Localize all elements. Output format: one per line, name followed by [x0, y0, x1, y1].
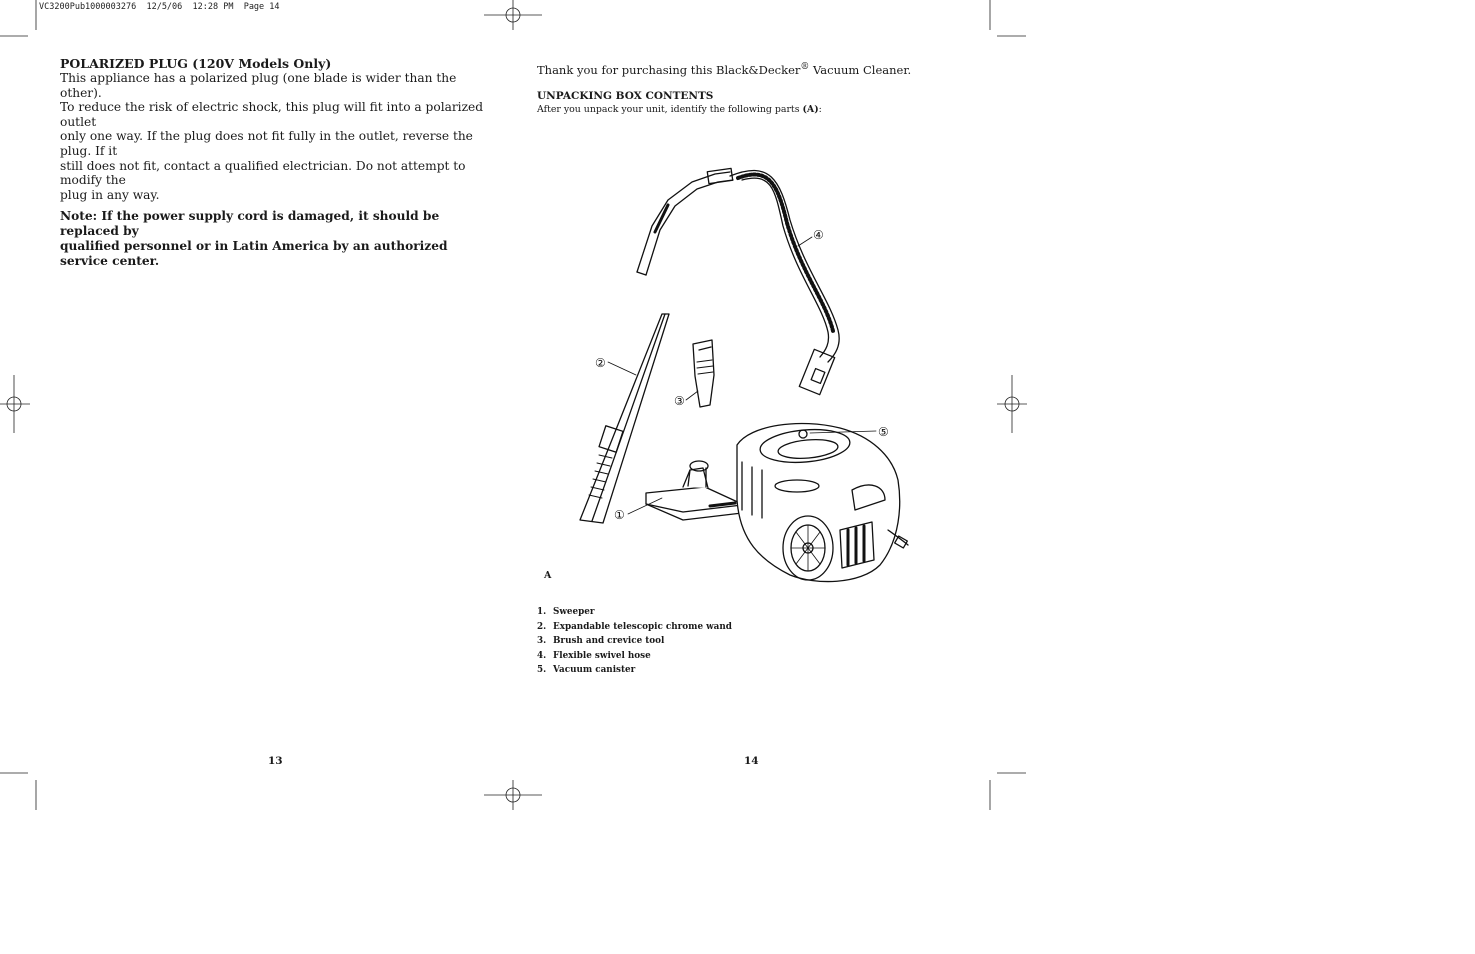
list-item: [537, 663, 732, 678]
page-number-right: 14: [744, 755, 759, 767]
note-line: qualified personnel or in Latin America by an authorized service center.: [60, 239, 448, 269]
thank-you-line: [537, 58, 977, 79]
note-line: Note: If the power supply cord is damaged, it should be replaced by: [60, 209, 440, 239]
thanks-text-end: Vacuum Cleaner.: [809, 62, 912, 77]
part-number: 2.: [537, 621, 547, 632]
left-page-column: [60, 56, 484, 269]
sweeper-drawing: [646, 461, 742, 520]
thanks-text: Thank you for purchasing this Black&Decker: [537, 62, 801, 77]
unpacking-heading: UNPACKING BOX CONTENTS: [537, 89, 714, 102]
list-item: [537, 634, 732, 649]
callout-4: ④: [813, 228, 824, 242]
hose-handle-drawing: [637, 168, 733, 275]
part-label: Expandable telescopic chrome wand: [553, 621, 732, 632]
registered-mark: ®: [800, 62, 810, 72]
unpacking-intro: [537, 103, 977, 116]
part-number: 3.: [537, 636, 547, 646]
callout-2: ②: [595, 356, 606, 370]
callout-5: ⑤: [878, 425, 889, 439]
body-line: plug in any way.: [60, 187, 160, 202]
list-item: [537, 620, 732, 635]
parts-list: [537, 605, 732, 678]
body-line: This appliance has a polarized plug (one blade is wider than the other).: [60, 71, 457, 100]
print-slug: VC3200Pub1000003276 12/5/06 12:28 PM Page 14: [39, 2, 280, 12]
crevice-tool-drawing: [693, 340, 714, 407]
body-line: only one way. If the plug does not fit fully in the outlet, reverse the plug. If it: [60, 129, 473, 158]
vacuum-canister-drawing: [737, 423, 908, 581]
part-number: 5.: [537, 665, 547, 675]
page-number-left: 13: [268, 755, 283, 767]
part-label: Brush and crevice tool: [553, 636, 665, 646]
figure-reference: (A): [802, 103, 819, 115]
power-cord-note: [60, 209, 484, 269]
figure-label: A: [544, 570, 552, 581]
flexible-hose-drawing: [730, 170, 839, 394]
list-item: [537, 605, 732, 620]
callout-3: ③: [674, 394, 685, 408]
polarized-plug-body: [60, 71, 484, 202]
part-label: Flexible swivel hose: [553, 650, 651, 661]
part-number: 1.: [537, 607, 547, 617]
part-label: Sweeper: [553, 607, 595, 617]
list-item: [537, 649, 732, 664]
body-line: still does not fit, contact a qualified electrician. Do not attempt to modify the: [60, 158, 466, 188]
part-number: 4.: [537, 650, 547, 661]
part-label: Vacuum canister: [553, 665, 636, 675]
callout-1: ①: [614, 508, 625, 522]
polarized-plug-heading: POLARIZED PLUG (120V Models Only): [60, 56, 332, 71]
intro-text: After you unpack your unit, identify the following parts: [537, 103, 803, 115]
body-line: To reduce the risk of electric shock, this plug will fit into a polarized outlet: [60, 100, 484, 129]
vacuum-parts-illustration: [560, 155, 940, 595]
intro-colon: :: [818, 103, 822, 115]
right-page-column: [537, 58, 977, 116]
